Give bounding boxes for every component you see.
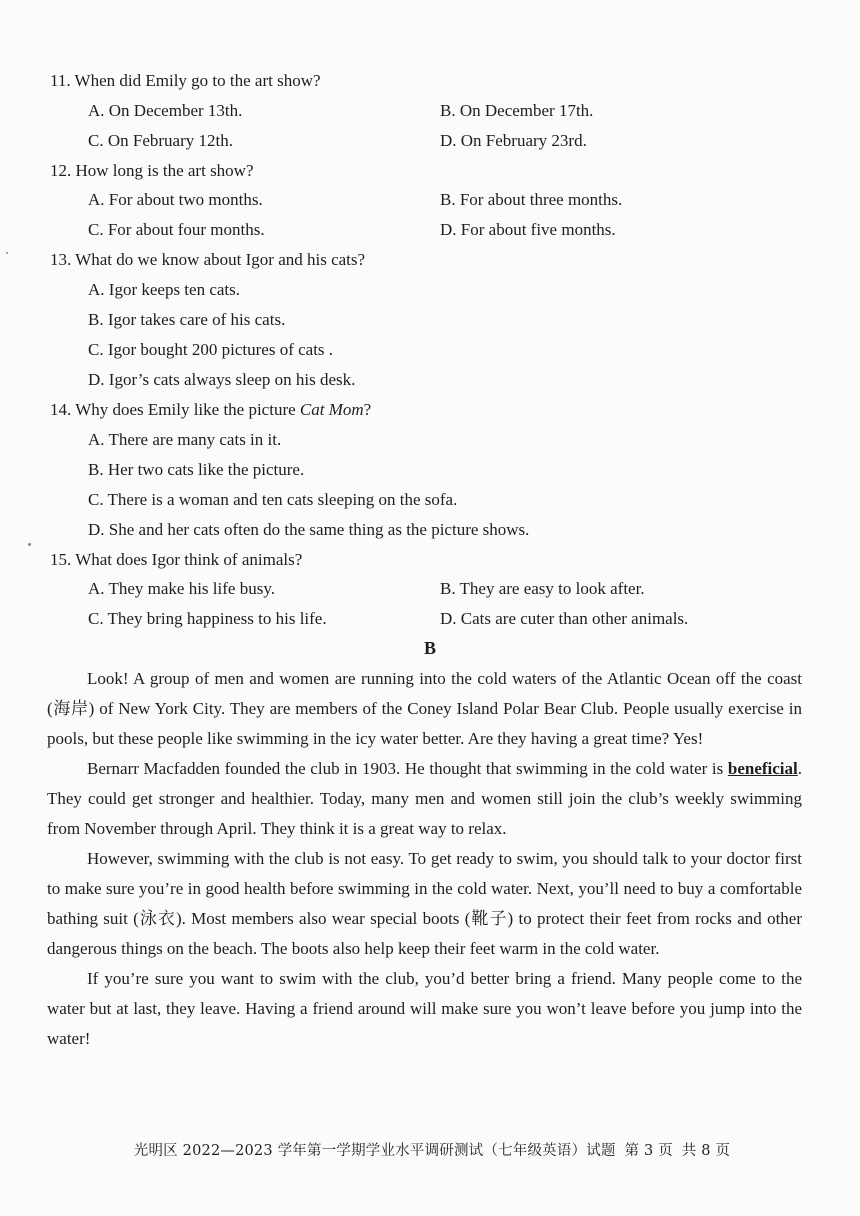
passage-paragraph-2 [47,754,802,844]
question-14-option-b: B. Her two cats like the picture. [88,460,305,479]
question-12-option-a: A. For about two months. [88,190,263,209]
page-footer [0,1141,860,1161]
question-12-stem: 12. How long is the art show? [50,161,254,180]
question-13-option-b: B. Igor takes care of his cats. [88,310,286,329]
scan-speck [28,543,31,546]
question-13-option-c: C. Igor bought 200 pictures of cats . [88,340,334,359]
question-14-stem-end: ? [363,400,372,419]
question-14-stem-text: 14. Why does Emily like the picture [50,400,300,419]
question-12-option-d: D. For about five months. [440,220,616,239]
footer-exam-title: 光明区 2022—2023 学年第一学期学业水平调研测试（七年级英语）试题 [133,1143,616,1159]
question-11-stem: 11. When did Emily go to the art show? [50,71,321,90]
question-15-stem: 15. What does Igor think of animals? [50,550,303,569]
question-14-picture-title: Cat Mom [299,400,364,419]
question-11-option-a: A. On December 13th. [88,101,243,120]
question-12-option-b: B. For about three months. [440,190,623,209]
question-15-option-a: A. They make his life busy. [88,579,275,598]
question-11-option-c: C. On February 12th. [88,131,233,150]
highlighted-word-beneficial: beneficial [727,759,798,778]
question-14-stem [50,399,371,421]
passage-paragraph-3: However, swimming with the club is not easy. To get ready to swim, you should talk to your doctor first to make sure you’re in good health before swimming in the cold water. Next, you’ll need to buy a comfortable bathing suit (泳衣). Most members also wear special boots (靴子) to protect their feet from rocks and other dangerous things on the beach. The boots also help keep their feet warm in the cold water. [47,849,802,958]
question-12-option-c: C. For about four months. [88,220,265,239]
section-b-heading: B [423,638,436,658]
passage-paragraph-2-start: Bernarr Macfadden founded the club in 1903. He thought that swimming in the cold water is [87,759,728,778]
passage-paragraph-2-end: . They could get stronger and healthier. Today, many men and women still join the club’s weekly swimming from November through April. They think it is a great way to relax. [47,759,802,838]
passage-paragraph-1: Look! A group of men and women are running into the cold waters of the Atlantic Ocean off the coast (海岸) of New York City. They are members of the Coney Island Polar Bear Club. People usually exercise in pools, but these people like swimming in the icy water better. Are they having a great time? Yes! [47,669,802,748]
question-13-option-d: D. Igor’s cats always sleep on his desk. [88,370,356,389]
passage-paragraph-4: If you’re sure you want to swim with the club, you’d better bring a friend. Many people come to the water but at last, they leave. Having a friend around will make sure you won’t leave before you jump into the water! [47,969,802,1048]
scan-speck [6,252,8,254]
question-15-option-c: C. They bring happiness to his life. [88,609,327,628]
footer-page-number: 第 3 页 [624,1143,673,1159]
footer-total-pages: 共 8 页 [681,1143,731,1159]
reading-passage-b [47,664,802,1054]
question-11-option-b: B. On December 17th. [440,101,594,120]
question-15-option-b: B. They are easy to look after. [440,579,645,598]
question-13-stem: 13. What do we know about Igor and his cats? [50,250,366,269]
question-14-option-d: D. She and her cats often do the same thing as the picture shows. [88,520,530,539]
question-11-option-d: D. On February 23rd. [440,131,587,150]
question-14-option-a: A. There are many cats in it. [88,430,282,449]
question-14-option-c: C. There is a woman and ten cats sleeping on the sofa. [88,490,458,509]
question-15-option-d: D. Cats are cuter than other animals. [440,609,689,628]
question-13-option-a: A. Igor keeps ten cats. [88,280,241,299]
